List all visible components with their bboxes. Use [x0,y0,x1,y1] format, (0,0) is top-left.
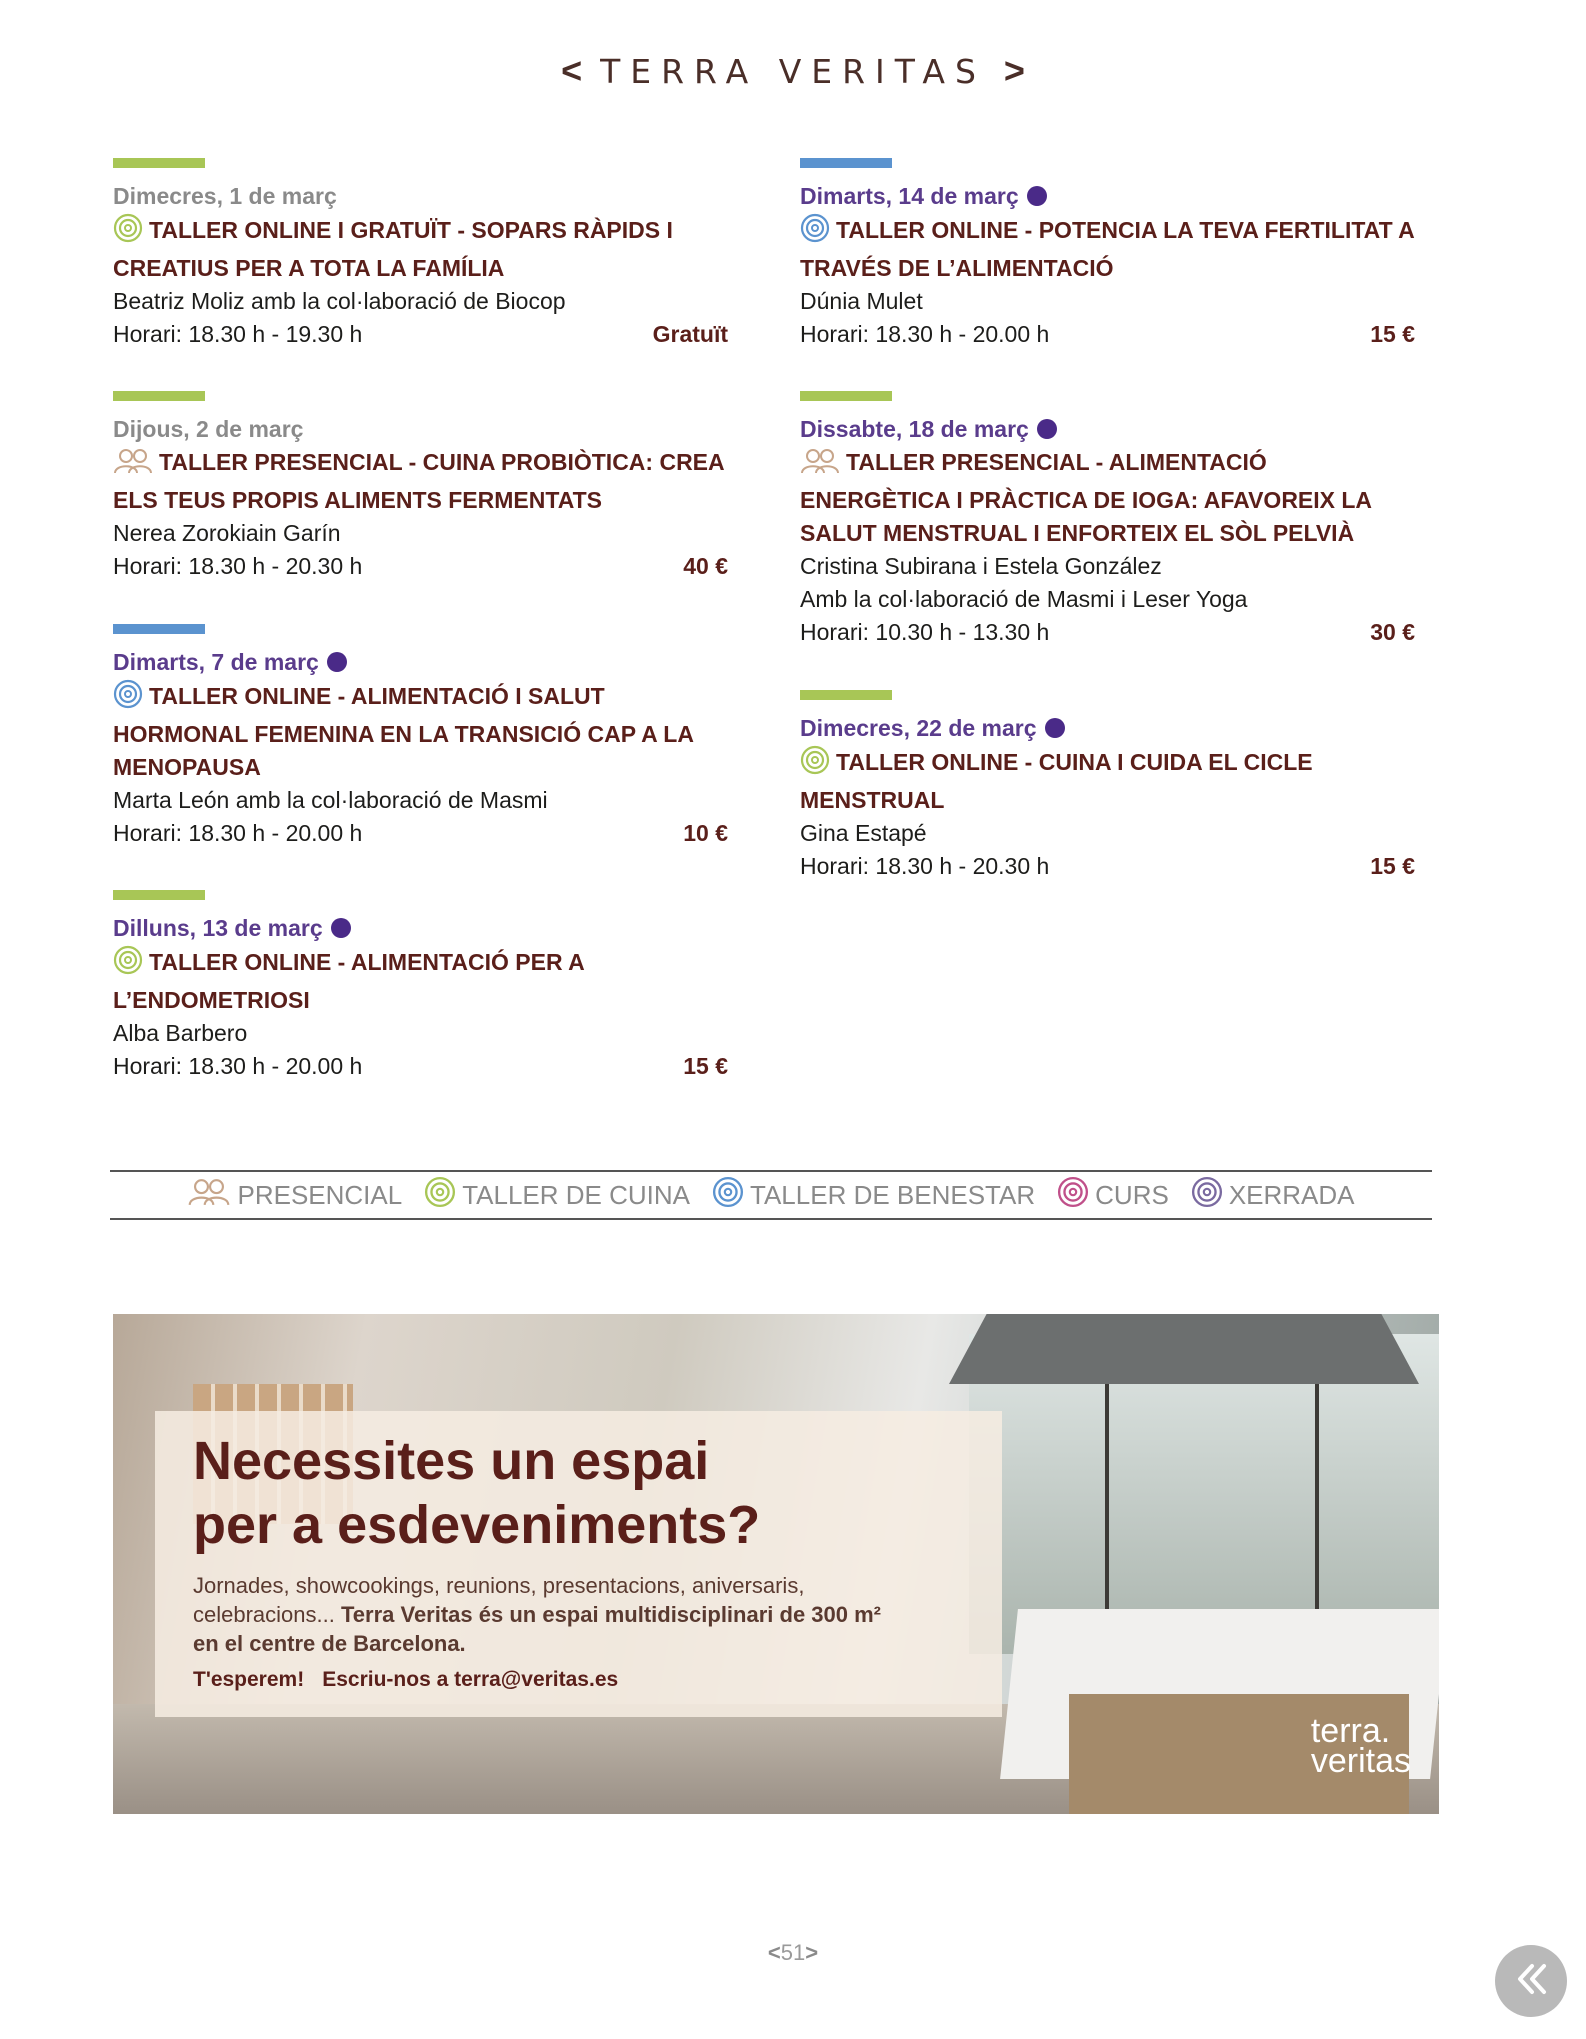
event-title: TALLER ONLINE - CUINA I CUIDA EL CICLE MENSTRUAL [800,745,1415,817]
promo-headline: Necessites un espai per a esdeveniments? [193,1431,761,1555]
event-date: Dimecres, 22 de març [800,712,1415,745]
new-marker-dot [331,918,351,938]
new-marker-dot [1027,186,1047,206]
event-date: Dimarts, 7 de març [113,646,728,679]
event-horari: Horari: 18.30 h - 20.30 h [113,553,363,579]
curs-icon [1057,1176,1089,1215]
event-price: 30 € [1370,619,1415,645]
taller-de-cuina-icon [800,745,830,784]
event-person: Marta León amb la col·laboració de Masmi [113,787,548,813]
xerrada-icon [1191,1176,1223,1215]
event-price: 10 € [683,820,728,846]
new-marker-dot [327,652,347,672]
event-person: Beatriz Moliz amb la col·laboració de Biocop [113,288,566,314]
taller-de-benestar-icon [712,1176,744,1215]
event-horari: Horari: 18.30 h - 20.30 h [800,853,1050,879]
event-price: 15 € [1370,853,1415,879]
event-date: Dilluns, 13 de març [113,912,728,945]
page-header [0,50,1586,92]
event-collaboration: Amb la col·laboració de Masmi i Leser Yoga [800,586,1248,612]
back-button[interactable] [1495,1945,1567,2017]
event-title: TALLER ONLINE I GRATUÏT - SOPARS RÀPIDS I CREATIUS PER A TOTA LA FAMÍLIA [113,213,728,285]
event-horari: Horari: 10.30 h - 13.30 h [800,619,1050,645]
event-horari: Horari: 18.30 h - 19.30 h [113,321,363,347]
taller-de-cuina-icon [424,1176,456,1215]
promo-text-panel [155,1411,1002,1717]
chevron-right-icon: > [1003,50,1025,91]
page-number: <51> [767,1940,819,1965]
category-bar [113,391,205,401]
chevron-right-icon: > [805,1940,819,1965]
event-card [113,624,728,850]
category-bar [113,624,205,634]
event-person: Dúnia Mulet [800,288,923,314]
legend-item-curs: CURS [1057,1176,1169,1215]
event-title: TALLER ONLINE - ALIMENTACIÓ I SALUT HORMONAL FEMENINA EN LA TRANSICIÓ CAP A LA MENOPAUSA [113,679,728,784]
event-card [800,391,1415,649]
event-date: Dijous, 2 de març [113,416,304,442]
terra-veritas-logo: terra. veritas [1310,1712,1411,1780]
event-card [113,158,728,351]
event-title: TALLER PRESENCIAL - CUINA PROBIÒTICA: CREA ELS TEUS PROPIS ALIMENTS FERMENTATS [113,449,724,513]
legend-item-taller-de-cuina: TALLER DE CUINA [424,1176,690,1215]
chevron-left-icon: < [767,1940,781,1965]
category-bar [113,890,205,900]
presencial-icon [187,1177,231,1214]
taller-de-benestar-icon [800,213,830,252]
event-horari: Horari: 18.30 h - 20.00 h [113,1053,363,1079]
event-card [113,890,728,1083]
event-price: 15 € [683,1053,728,1079]
event-date: Dissabte, 18 de març [800,413,1415,446]
category-bar [800,690,892,700]
event-date: Dimecres, 1 de març [113,183,337,209]
legend-item-taller-de-benestar: TALLER DE BENESTAR [712,1176,1035,1215]
taller-de-cuina-icon [113,945,143,984]
promo-description: Jornades, showcookings, reunions, presentacions, aniversaris, celebracions... Terra Veritas és un espai multidisciplinari de 300 m² en el centre de Barcelona. [193,1573,881,1656]
legend [110,1170,1432,1220]
event-horari: Horari: 18.30 h - 20.00 h [800,321,1050,347]
event-card [800,158,1415,351]
contact-email-link[interactable]: Escriu-nos a terra@veritas.es [322,1668,619,1691]
event-person: Cristina Subirana i Estela González [800,553,1162,579]
category-bar [800,158,892,168]
promo-banner[interactable] [113,1314,1439,1814]
event-horari: Horari: 18.30 h - 20.00 h [113,820,363,846]
legend-item-presencial: PRESENCIAL [187,1177,402,1214]
category-bar [800,391,892,401]
legend-item-xerrada: XERRADA [1191,1176,1355,1215]
event-person: Nerea Zorokiain Garín [113,520,341,546]
taller-de-benestar-icon [113,679,143,718]
event-title: TALLER ONLINE - ALIMENTACIÓ PER A L’ENDOMETRIOSI [113,945,728,1017]
event-price: Gratuït [652,321,728,347]
event-person: Gina Estapé [800,820,927,846]
event-title: TALLER PRESENCIAL - ALIMENTACIÓ ENERGÈTICA I PRÀCTICA DE IOGA: AFAVOREIX LA SALUT MENSTRUAL I ENFORTEIX EL SÒL PELVIÀ [800,449,1372,546]
event-person: Alba Barbero [113,1020,248,1046]
event-price: 40 € [683,553,728,579]
promo-cta: T'esperem! Escriu-nos a terra@veritas.es [193,1668,619,1691]
event-title: TALLER ONLINE - POTENCIA LA TEVA FERTILITAT A TRAVÉS DE L’ALIMENTACIÓ [800,213,1415,285]
chevron-left-icon: < [561,50,583,91]
presencial-icon [113,447,153,484]
new-marker-dot [1037,419,1057,439]
new-marker-dot [1045,718,1065,738]
page-title: TERRA VERITAS [600,52,986,91]
double-chevron-left-icon [1510,1958,1552,2005]
presencial-icon [800,447,840,484]
event-card [113,391,728,583]
kitchen-hood-image [949,1314,1419,1384]
taller-de-cuina-icon [113,213,143,252]
event-card [800,690,1415,883]
category-bar [113,158,205,168]
event-price: 15 € [1370,321,1415,347]
event-date: Dimarts, 14 de març [800,180,1415,213]
